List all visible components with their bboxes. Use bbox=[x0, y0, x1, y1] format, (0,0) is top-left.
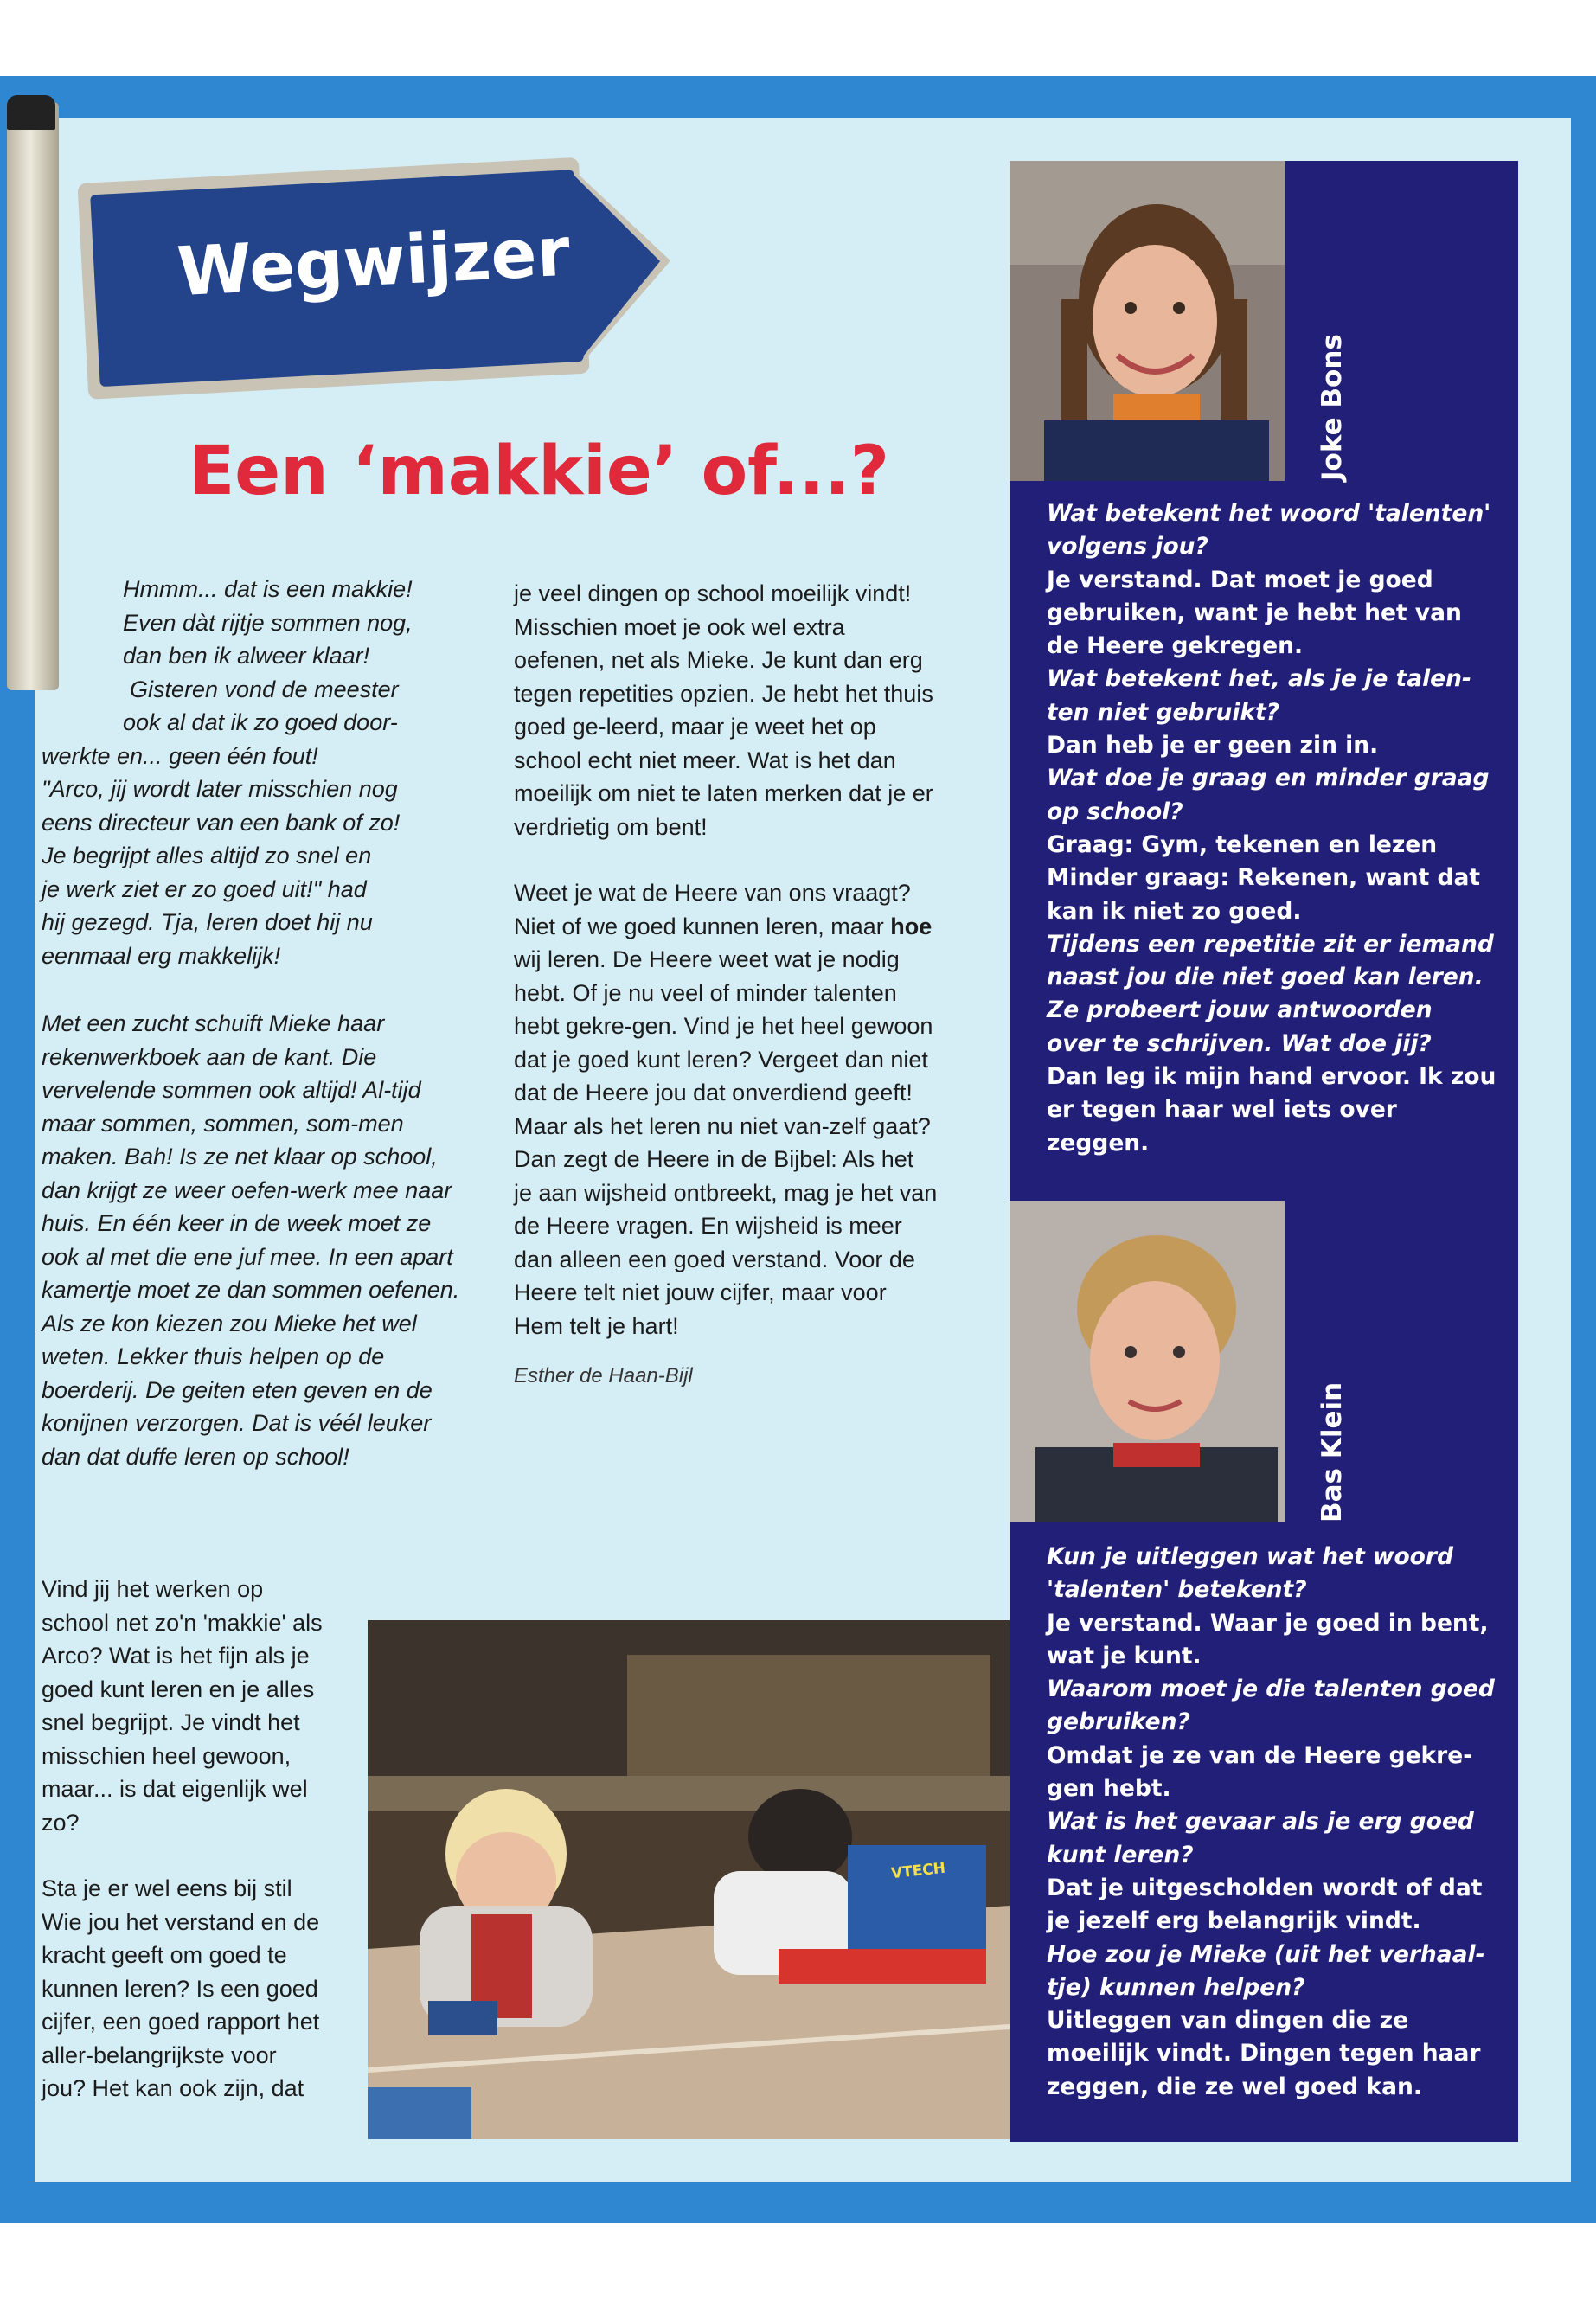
story-line: ook al dat ik zo goed door- bbox=[123, 709, 398, 735]
sign-label: Wegwijzer bbox=[175, 213, 573, 312]
story-line: Hmmm... dat is een makkie! bbox=[123, 576, 413, 602]
portrait-photo-joke bbox=[1010, 161, 1285, 481]
headline: Een ‘makkie’ of...? bbox=[189, 433, 889, 510]
story-line: Je begrijpt alles altijd zo snel en bbox=[42, 843, 372, 868]
story-line: eenmaal erg makkelijk! bbox=[42, 942, 281, 969]
middle-paragraph: Maar als het leren nu niet van-zelf gaat? Dan zegt de Heere in de Bijbel: Als het je aan wijsheid ontbreekt, mag je het van de Heere vragen. En wijsheid is meer dan alleen een goed verstand. Voor de Heere telt niet jouw cijfer, maar voor Hem telt je hart! bbox=[514, 1112, 938, 1339]
signpost-sign bbox=[77, 152, 684, 400]
story-line: Gisteren vond de meester bbox=[130, 676, 399, 702]
story-line: "Arco, jij wordt later misschien nog bbox=[42, 776, 398, 802]
classroom-photo bbox=[368, 1620, 1010, 2139]
interview-question: Kun je uitleggen wat het woord 'talenten' betekent? bbox=[1047, 1543, 1453, 1604]
story-paragraph-question: Vind jij het werken op school net zo'n 'makkie' als Arco? Wat is het fijn als je goed kunt leren en je alles snel begrijpt. Je vindt het misschien heel gewoon, maar... is dat eigenlijk wel zo? bbox=[42, 1576, 323, 1836]
story-intro bbox=[42, 573, 457, 972]
interview-question: Wat betekent het woord 'talenten' volgens jou? bbox=[1047, 500, 1491, 561]
interview-question: Wat doe je graag en minder graag op school? bbox=[1047, 765, 1490, 825]
interview-answer: Graag: Gym, tekenen en lezen Minder graag: Rekenen, want dat kan ik niet zo goed. bbox=[1047, 830, 1481, 925]
story-paragraph-mieke: Met een zucht schuift Mieke haar rekenwerkboek aan de kant. Die vervelende sommen ook altijd! Al-tijd maar sommen, sommen, som-men maken. Bah! Is ze net klaar op school, dan krijgt ze weer oefen-werk mee naar huis. En één keer in de week moet ze ook al met die ene juf mee. In een apart kamertje moet ze dan sommen oefenen. Als ze kon kiezen zou Mieke het wel weten. Lekker thuis helpen op de boerderij. De geiten eten geven en de konijnen verzorgen. Dat is véél leuker dan dat duffe leren op school! bbox=[42, 1010, 460, 1470]
interview-question: Wat is het gevaar als je erg goed kunt leren? bbox=[1047, 1808, 1474, 1868]
interviewee-name-bas: Bas Klein bbox=[1317, 1381, 1348, 1522]
story-line: dan ben ik alweer klaar! bbox=[123, 643, 370, 669]
interview-joke bbox=[1047, 497, 1497, 1160]
interview-question: Wat betekent het, als je je talen-ten niet gebruikt? bbox=[1047, 665, 1472, 726]
middle-paragraph: Weet je wat de Heere van ons vraagt? Niet of we goed kunnen leren, maar hoe wij leren. De Heere weet wat je nodig hebt. Of je nu veel of minder talenten hebt gekre-gen. Vind je het heel gewoon dat je goed kunt leren? Vergeet dan niet dat de Heere jou dat onverdiend geeft! bbox=[514, 880, 933, 1106]
interview-bas bbox=[1047, 1541, 1497, 2104]
interview-question: Tijdens een repetitie zit er iemand naast jou die niet goed kan leren. Ze probeert jouw antwoorden over te schrijven. Wat doe jij? bbox=[1047, 930, 1494, 1057]
interview-answer: Dan heb je er geen zin in. bbox=[1047, 732, 1379, 760]
story-paragraph-continued: Sta je er wel eens bij stil Wie jou het verstand en de kracht geeft om goed te kunnen leren? Is een goed cijfer, een goed rapport het aller-belangrijkste voor jou? Het kan ook zijn, dat bbox=[42, 1875, 320, 2101]
interview-question: Waarom moet je die talenten goed gebruiken? bbox=[1047, 1676, 1495, 1736]
interview-answer: Dat je uitgescholden wordt of dat je jezelf erg belangrijk vindt. bbox=[1047, 1874, 1483, 1935]
interview-answer: Omdat je ze van de Heere gekre-gen hebt. bbox=[1047, 1741, 1473, 1803]
story-line: werkte en... geen één fout! bbox=[42, 742, 318, 769]
middle-column bbox=[514, 577, 938, 1394]
interview-answer: Uitleggen van dingen die ze moeilijk vindt. Dingen tegen haar zeggen, die ze wel goed kan. bbox=[1047, 2007, 1481, 2100]
story-line: eens directeur van een bank of zo! bbox=[42, 809, 401, 836]
signpost-cap bbox=[7, 95, 55, 130]
interview-answer: Je verstand. Dat moet je goed gebruiken, want je hebt het van de Heere gekregen. bbox=[1047, 566, 1462, 660]
author-byline: Esther de Haan-Bijl bbox=[514, 1364, 693, 1388]
story-line: hij gezegd. Tja, leren doet hij nu bbox=[42, 909, 373, 935]
interview-answer: Dan leg ik mijn hand ervoor. Ik zou er tegen haar wel iets over zeggen. bbox=[1047, 1063, 1497, 1157]
story-line: Even dàt rijtje sommen nog, bbox=[123, 609, 413, 636]
interviewee-name-joke: Joke Bons bbox=[1317, 334, 1348, 481]
interview-question: Hoe zou je Mieke (uit het verhaal-tje) kunnen helpen? bbox=[1047, 1940, 1485, 2001]
portrait-photo-bas bbox=[1010, 1201, 1285, 1522]
story-line: je werk ziet er zo goed uit!" had bbox=[42, 875, 367, 902]
laptop-brand-label: VTECH bbox=[890, 1859, 946, 1883]
interview-answer: Je verstand. Waar je goed in bent, wat je kunt. bbox=[1047, 1609, 1489, 1670]
sign-panel-tip bbox=[568, 165, 664, 362]
middle-paragraph: je veel dingen op school moeilijk vindt! Misschien moet je ook wel extra oefenen, net als Mieke. Je kunt dan erg tegen repetities opzien. Je hebt het thuis goed ge-leerd, maar je weet het op school echt niet meer. Wat is het dan moeilijk om niet te laten merken dat je er verdrietig om bent! bbox=[514, 580, 933, 840]
